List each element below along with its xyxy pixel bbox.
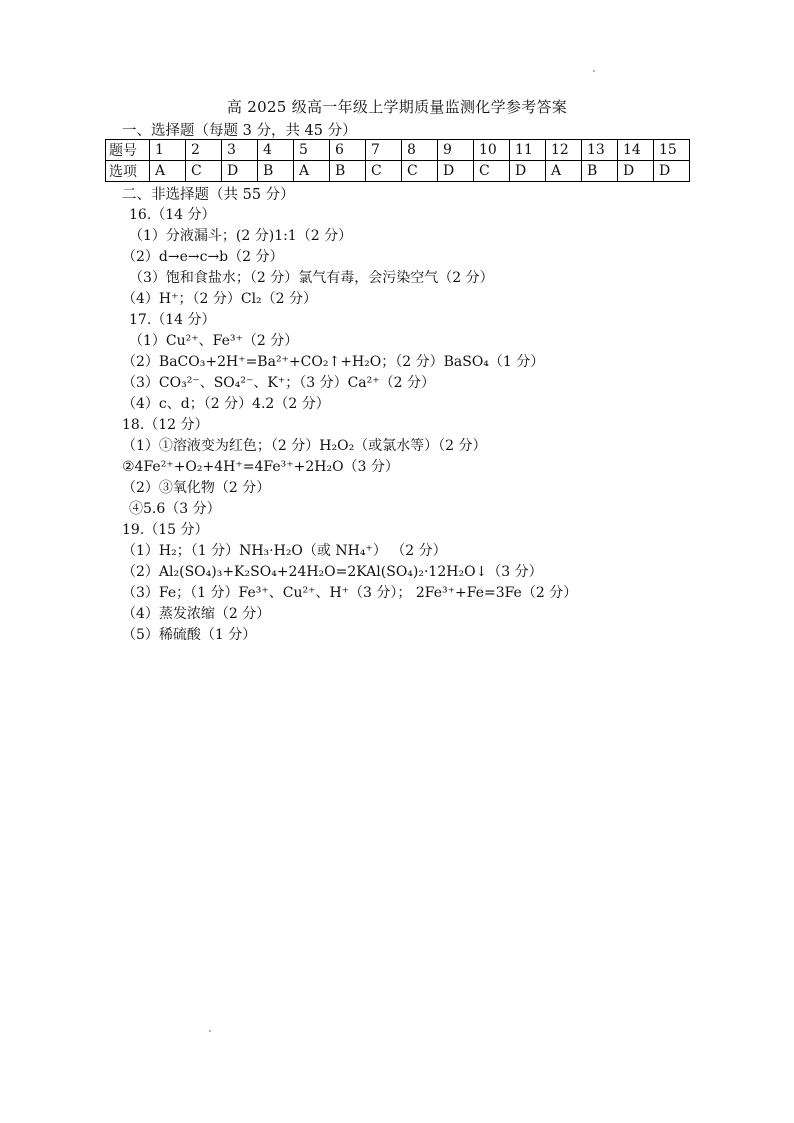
answer-line: （3）CO₃²⁻、SO₄²⁻、K⁺；（3 分）Ca²⁺（2 分） — [122, 375, 436, 391]
answer-choice: A — [546, 161, 582, 182]
question-heading: 19.（15 分） — [122, 522, 209, 538]
question-number: 6 — [330, 140, 366, 161]
answer-line: （2）BaCO₃+2H⁺=Ba²⁺+CO₂↑+H₂O；（2 分）BaSO₄（1 分） — [122, 354, 545, 370]
question-number: 1 — [150, 140, 186, 161]
table-row-numbers — [106, 140, 690, 161]
row-label-number: 题号 — [106, 140, 150, 161]
answer-choice: D — [510, 161, 546, 182]
answer-choice: B — [258, 161, 294, 182]
question-number: 8 — [402, 140, 438, 161]
answer-line: （1）①溶液变为红色；（2 分）H₂O₂（或氯水等）（2 分） — [122, 438, 487, 454]
answer-table — [105, 139, 690, 182]
answer-line: （2）Al₂(SO₄)₃+K₂SO₄+24H₂O=2KAl(SO₄)₂·12H₂O↓（3 分） — [122, 564, 543, 580]
question-heading: 18.（12 分） — [122, 417, 209, 433]
answer-choice: D — [618, 161, 654, 182]
answer-line: （2）③氧化物（2 分） — [122, 480, 271, 496]
answer-choice: D — [654, 161, 690, 182]
answer-choice: D — [438, 161, 474, 182]
question-number: 3 — [222, 140, 258, 161]
section-multiple-choice-heading: 一、选择题（每题 3 分，共 45 分） — [122, 123, 357, 139]
answer-choice: B — [582, 161, 618, 182]
answer-line: （1）分液漏斗；(2 分)1:1（2 分） — [129, 228, 353, 244]
question-heading: 16.（14 分） — [129, 207, 216, 223]
question-number: 4 — [258, 140, 294, 161]
question-number: 11 — [510, 140, 546, 161]
answer-choice: A — [150, 161, 186, 182]
answer-line: （1）Cu²⁺、Fe³⁺（2 分） — [129, 333, 299, 349]
question-number: 2 — [186, 140, 222, 161]
question-number: 5 — [294, 140, 330, 161]
question-heading: 17.（14 分） — [129, 312, 216, 328]
page-title: 高 2025 级高一年级上学期质量监测化学参考答案 — [226, 98, 568, 116]
answer-choice: B — [330, 161, 366, 182]
question-number: 7 — [366, 140, 402, 161]
row-label-answer: 选项 — [106, 161, 150, 182]
table-row-answers — [106, 161, 690, 182]
answer-choice: C — [186, 161, 222, 182]
question-number: 13 — [582, 140, 618, 161]
question-number: 12 — [546, 140, 582, 161]
question-number: 14 — [618, 140, 654, 161]
answer-line: （4）蒸发浓缩（2 分） — [122, 606, 271, 622]
question-number: 9 — [438, 140, 474, 161]
scan-speck — [209, 1030, 211, 1032]
answer-line: （3）饱和食盐水；（2 分）氯气有毒，会污染空气（2 分） — [129, 270, 494, 286]
answer-line: ②4Fe²⁺+O₂+4H⁺=4Fe³⁺+2H₂O（3 分） — [122, 459, 399, 475]
answer-choice: C — [474, 161, 510, 182]
answer-line: （4）c、d；（2 分）4.2（2 分） — [122, 396, 330, 412]
answer-line: ④5.6（3 分） — [129, 501, 221, 517]
question-number: 15 — [654, 140, 690, 161]
answer-line: （4）H⁺；（2 分）Cl₂（2 分） — [122, 291, 318, 307]
section-free-response-heading: 二、非选择题（共 55 分） — [122, 187, 295, 203]
scan-speck — [593, 70, 595, 72]
answer-choice: A — [294, 161, 330, 182]
answer-line: （1）H₂；（1 分）NH₃·H₂O（或 NH₄⁺） （2 分） — [122, 543, 447, 559]
answer-choice: D — [222, 161, 258, 182]
answer-line: （3）Fe；（1 分）Fe³⁺、Cu²⁺、H⁺（3 分）； 2Fe³⁺+Fe=3Fe（2 分） — [122, 585, 578, 601]
answer-choice: C — [366, 161, 402, 182]
answer-line: （5）稀硫酸（1 分） — [122, 627, 257, 643]
answer-line: （2）d→e→c→b（2 分） — [122, 249, 284, 265]
answer-choice: C — [402, 161, 438, 182]
question-number: 10 — [474, 140, 510, 161]
